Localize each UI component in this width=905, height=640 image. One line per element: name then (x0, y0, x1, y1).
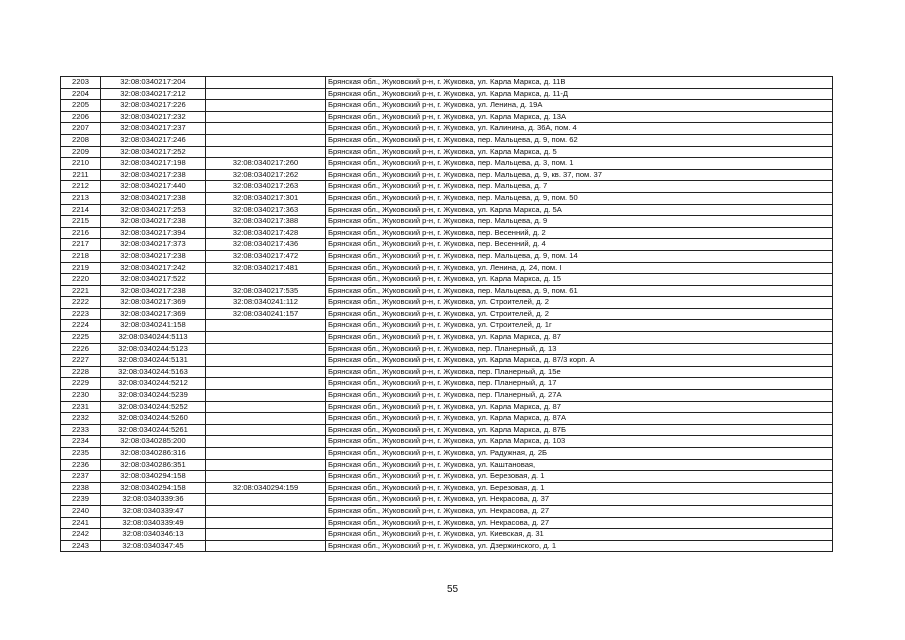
row-number-cell: 2219 (61, 262, 101, 274)
address-cell: Брянская обл., Жуковский р-н, г. Жуковка, пер. Весенний, д. 4 (326, 239, 833, 251)
address-cell: Брянская обл., Жуковский р-н, г. Жуковка, ул. Карла Маркса, д. 87 (326, 401, 833, 413)
cadastral-number-cell: 32:08:0340244:5260 (101, 413, 206, 425)
row-number-cell: 2243 (61, 540, 101, 552)
cadastral-number-cell: 32:08:0340244:5163 (101, 366, 206, 378)
related-cadastral-cell (206, 77, 326, 89)
address-cell: Брянская обл., Жуковский р-н, г. Жуковка, ул. Карла Маркса, д. 13А (326, 111, 833, 123)
table-row (61, 123, 833, 135)
related-cadastral-cell (206, 366, 326, 378)
address-cell: Брянская обл., Жуковский р-н, г. Жуковка, ул. Карла Маркса, д. 87А (326, 413, 833, 425)
table-row (61, 494, 833, 506)
cadastral-number-cell: 32:08:0340244:5212 (101, 378, 206, 390)
row-number-cell: 2203 (61, 77, 101, 89)
address-cell: Брянская обл., Жуковский р-н, г. Жуковка, пер. Мальцева, д. 3, пом. 1 (326, 158, 833, 170)
related-cadastral-cell: 32:08:0340217:263 (206, 181, 326, 193)
related-cadastral-cell (206, 320, 326, 332)
address-cell: Брянская обл., Жуковский р-н, г. Жуковка, ул. Карла Маркса, д. 103 (326, 436, 833, 448)
table-row (61, 390, 833, 402)
table-row (61, 448, 833, 460)
table-row (61, 366, 833, 378)
row-number-cell: 2227 (61, 355, 101, 367)
table-row (61, 192, 833, 204)
address-cell: Брянская обл., Жуковский р-н, г. Жуковка, пер. Весенний, д. 2 (326, 227, 833, 239)
row-number-cell: 2233 (61, 424, 101, 436)
address-cell: Брянская обл., Жуковский р-н, г. Жуковка, пер. Мальцева, д. 9, кв. 37, пом. 37 (326, 169, 833, 181)
cadastral-number-cell: 32:08:0340217:238 (101, 169, 206, 181)
address-cell: Брянская обл., Жуковский р-н, г. Жуковка, ул. Дзержинского, д. 1 (326, 540, 833, 552)
cadastral-number-cell: 32:08:0340217:238 (101, 285, 206, 297)
related-cadastral-cell (206, 471, 326, 483)
table-row (61, 343, 833, 355)
related-cadastral-cell (206, 529, 326, 541)
address-cell: Брянская обл., Жуковский р-н, г. Жуковка, ул. Каштановая, (326, 459, 833, 471)
row-number-cell: 2234 (61, 436, 101, 448)
row-number-cell: 2217 (61, 239, 101, 251)
table-row (61, 378, 833, 390)
related-cadastral-cell: 32:08:0340217:262 (206, 169, 326, 181)
row-number-cell: 2229 (61, 378, 101, 390)
row-number-cell: 2212 (61, 181, 101, 193)
table-row (61, 181, 833, 193)
cadastral-number-cell: 32:08:0340217:204 (101, 77, 206, 89)
cadastral-number-cell: 32:08:0340285:200 (101, 436, 206, 448)
table-row (61, 239, 833, 251)
cadastral-number-cell: 32:08:0340217:238 (101, 216, 206, 228)
cadastral-number-cell: 32:08:0340217:369 (101, 308, 206, 320)
row-number-cell: 2205 (61, 100, 101, 112)
row-number-cell: 2211 (61, 169, 101, 181)
address-cell: Брянская обл., Жуковский р-н, г. Жуковка, ул. Карла Маркса, д. 87/3 корп. А (326, 355, 833, 367)
related-cadastral-cell: 32:08:0340217:436 (206, 239, 326, 251)
related-cadastral-cell: 32:08:0340241:112 (206, 297, 326, 309)
table-row (61, 169, 833, 181)
address-cell: Брянская обл., Жуковский р-н, г. Жуковка, ул. Строителей, д. 2 (326, 308, 833, 320)
address-cell: Брянская обл., Жуковский р-н, г. Жуковка, ул. Радужная, д. 2Б (326, 448, 833, 460)
cadastral-number-cell: 32:08:0340217:373 (101, 239, 206, 251)
cadastral-number-cell: 32:08:0340244:5261 (101, 424, 206, 436)
table-row (61, 227, 833, 239)
cadastral-number-cell: 32:08:0340244:5131 (101, 355, 206, 367)
related-cadastral-cell: 32:08:0340294:159 (206, 482, 326, 494)
address-cell: Брянская обл., Жуковский р-н, г. Жуковка, ул. Ленина, д. 19А (326, 100, 833, 112)
row-number-cell: 2239 (61, 494, 101, 506)
table-row (61, 517, 833, 529)
table-row (61, 482, 833, 494)
related-cadastral-cell (206, 448, 326, 460)
row-number-cell: 2221 (61, 285, 101, 297)
address-cell: Брянская обл., Жуковский р-н, г. Жуковка, ул. Некрасова, д. 27 (326, 505, 833, 517)
address-cell: Брянская обл., Жуковский р-н, г. Жуковка, ул. Некрасова, д. 37 (326, 494, 833, 506)
related-cadastral-cell (206, 494, 326, 506)
related-cadastral-cell: 32:08:0340217:388 (206, 216, 326, 228)
cadastral-number-cell: 32:08:0340217:212 (101, 88, 206, 100)
cadastral-number-cell: 32:08:0340217:238 (101, 192, 206, 204)
related-cadastral-cell (206, 413, 326, 425)
cadastral-number-cell: 32:08:0340339:49 (101, 517, 206, 529)
address-cell: Брянская обл., Жуковский р-н, г. Жуковка, ул. Карла Маркса, д. 15 (326, 274, 833, 286)
table-row (61, 308, 833, 320)
cadastral-number-cell: 32:08:0340244:5239 (101, 390, 206, 402)
table-row (61, 459, 833, 471)
related-cadastral-cell (206, 355, 326, 367)
cadastral-number-cell: 32:08:0340217:440 (101, 181, 206, 193)
cadastral-number-cell: 32:08:0340217:253 (101, 204, 206, 216)
table-row (61, 540, 833, 552)
address-cell: Брянская обл., Жуковский р-н, г. Жуковка, ул. Карла Маркса, д. 87 (326, 332, 833, 344)
cadastral-number-cell: 32:08:0340346:13 (101, 529, 206, 541)
related-cadastral-cell: 32:08:0340217:363 (206, 204, 326, 216)
cadastral-number-cell: 32:08:0340339:47 (101, 505, 206, 517)
registry-table (60, 76, 833, 552)
address-cell: Брянская обл., Жуковский р-н, г. Жуковка, пер. Мальцева, д. 9, пом. 61 (326, 285, 833, 297)
address-cell: Брянская обл., Жуковский р-н, г. Жуковка, пер. Планерный, д. 27А (326, 390, 833, 402)
row-number-cell: 2220 (61, 274, 101, 286)
related-cadastral-cell (206, 436, 326, 448)
related-cadastral-cell (206, 274, 326, 286)
table-row (61, 297, 833, 309)
cadastral-number-cell: 32:08:0340347:45 (101, 540, 206, 552)
row-number-cell: 2226 (61, 343, 101, 355)
row-number-cell: 2216 (61, 227, 101, 239)
table-row (61, 471, 833, 483)
row-number-cell: 2207 (61, 123, 101, 135)
table-row (61, 320, 833, 332)
row-number-cell: 2241 (61, 517, 101, 529)
related-cadastral-cell (206, 146, 326, 158)
address-cell: Брянская обл., Жуковский р-н, г. Жуковка, ул. Карла Маркса, д. 11-Д (326, 88, 833, 100)
related-cadastral-cell (206, 332, 326, 344)
row-number-cell: 2223 (61, 308, 101, 320)
table-row (61, 88, 833, 100)
row-number-cell: 2214 (61, 204, 101, 216)
row-number-cell: 2240 (61, 505, 101, 517)
address-cell: Брянская обл., Жуковский р-н, г. Жуковка, ул. Строителей, д. 2 (326, 297, 833, 309)
related-cadastral-cell (206, 459, 326, 471)
cadastral-number-cell: 32:08:0340286:316 (101, 448, 206, 460)
cadastral-number-cell: 32:08:0340244:5123 (101, 343, 206, 355)
cadastral-number-cell: 32:08:0340217:232 (101, 111, 206, 123)
table-row (61, 111, 833, 123)
address-cell: Брянская обл., Жуковский р-н, г. Жуковка, ул. Карла Маркса, д. 5А (326, 204, 833, 216)
related-cadastral-cell (206, 390, 326, 402)
row-number-cell: 2204 (61, 88, 101, 100)
related-cadastral-cell: 32:08:0340241:157 (206, 308, 326, 320)
table-row (61, 505, 833, 517)
cadastral-number-cell: 32:08:0340217:242 (101, 262, 206, 274)
page-number: 55 (446, 584, 459, 595)
related-cadastral-cell (206, 424, 326, 436)
table-row (61, 413, 833, 425)
row-number-cell: 2238 (61, 482, 101, 494)
table-row (61, 100, 833, 112)
cadastral-number-cell: 32:08:0340217:238 (101, 250, 206, 262)
cadastral-number-cell: 32:08:0340294:158 (101, 482, 206, 494)
table-row (61, 216, 833, 228)
table-row (61, 355, 833, 367)
row-number-cell: 2237 (61, 471, 101, 483)
address-cell: Брянская обл., Жуковский р-н, г. Жуковка, ул. Карла Маркса, д. 5 (326, 146, 833, 158)
row-number-cell: 2232 (61, 413, 101, 425)
row-number-cell: 2218 (61, 250, 101, 262)
row-number-cell: 2225 (61, 332, 101, 344)
cadastral-number-cell: 32:08:0340217:252 (101, 146, 206, 158)
row-number-cell: 2235 (61, 448, 101, 460)
table-row (61, 332, 833, 344)
related-cadastral-cell (206, 378, 326, 390)
related-cadastral-cell: 32:08:0340217:301 (206, 192, 326, 204)
table-row (61, 134, 833, 146)
table-row (61, 401, 833, 413)
related-cadastral-cell (206, 505, 326, 517)
address-cell: Брянская обл., Жуковский р-н, г. Жуковка, пер. Планерный, д. 13 (326, 343, 833, 355)
address-cell: Брянская обл., Жуковский р-н, г. Жуковка, ул. Киевская, д. 31 (326, 529, 833, 541)
related-cadastral-cell (206, 343, 326, 355)
address-cell: Брянская обл., Жуковский р-н, г. Жуковка, ул. Березовая, д. 1 (326, 482, 833, 494)
row-number-cell: 2208 (61, 134, 101, 146)
cadastral-number-cell: 32:08:0340217:198 (101, 158, 206, 170)
cadastral-number-cell: 32:08:0340286:351 (101, 459, 206, 471)
address-cell: Брянская обл., Жуковский р-н, г. Жуковка, пер. Мальцева, д. 9, пом. 50 (326, 192, 833, 204)
related-cadastral-cell (206, 401, 326, 413)
address-cell: Брянская обл., Жуковский р-н, г. Жуковка, ул. Строителей, д. 1г (326, 320, 833, 332)
address-cell: Брянская обл., Жуковский р-н, г. Жуковка, пер. Планерный, д. 15е (326, 366, 833, 378)
row-number-cell: 2209 (61, 146, 101, 158)
row-number-cell: 2222 (61, 297, 101, 309)
table-row (61, 529, 833, 541)
address-cell: Брянская обл., Жуковский р-н, г. Жуковка, ул. Калинина, д. 36А, пом. 4 (326, 123, 833, 135)
related-cadastral-cell (206, 100, 326, 112)
table-row (61, 77, 833, 89)
row-number-cell: 2213 (61, 192, 101, 204)
address-cell: Брянская обл., Жуковский р-н, г. Жуковка, ул. Некрасова, д. 27 (326, 517, 833, 529)
address-cell: Брянская обл., Жуковский р-н, г. Жуковка, пер. Мальцева, д. 9, пом. 62 (326, 134, 833, 146)
cadastral-number-cell: 32:08:0340217:246 (101, 134, 206, 146)
address-cell: Брянская обл., Жуковский р-н, г. Жуковка, пер. Мальцева, д. 7 (326, 181, 833, 193)
cadastral-number-cell: 32:08:0340217:237 (101, 123, 206, 135)
table-row (61, 436, 833, 448)
table-row (61, 146, 833, 158)
address-cell: Брянская обл., Жуковский р-н, г. Жуковка, пер. Планерный, д. 17 (326, 378, 833, 390)
row-number-cell: 2242 (61, 529, 101, 541)
related-cadastral-cell: 32:08:0340217:481 (206, 262, 326, 274)
related-cadastral-cell: 32:08:0340217:428 (206, 227, 326, 239)
address-cell: Брянская обл., Жуковский р-н, г. Жуковка, ул. Карла Маркса, д. 11В (326, 77, 833, 89)
related-cadastral-cell (206, 540, 326, 552)
address-cell: Брянская обл., Жуковский р-н, г. Жуковка, пер. Мальцева, д. 9 (326, 216, 833, 228)
row-number-cell: 2228 (61, 366, 101, 378)
table-row (61, 204, 833, 216)
address-cell: Брянская обл., Жуковский р-н, г. Жуковка, ул. Карла Маркса, д. 87Б (326, 424, 833, 436)
cadastral-number-cell: 32:08:0340294:158 (101, 471, 206, 483)
row-number-cell: 2210 (61, 158, 101, 170)
row-number-cell: 2206 (61, 111, 101, 123)
table-row (61, 424, 833, 436)
cadastral-number-cell: 32:08:0340339:36 (101, 494, 206, 506)
row-number-cell: 2215 (61, 216, 101, 228)
cadastral-number-cell: 32:08:0340217:522 (101, 274, 206, 286)
table-row (61, 262, 833, 274)
table-row (61, 250, 833, 262)
address-cell: Брянская обл., Жуковский р-н, г. Жуковка, ул. Березовая, д. 1 (326, 471, 833, 483)
cadastral-number-cell: 32:08:0340244:5252 (101, 401, 206, 413)
address-cell: Брянская обл., Жуковский р-н, г. Жуковка, пер. Мальцева, д. 9, пом. 14 (326, 250, 833, 262)
related-cadastral-cell (206, 88, 326, 100)
cadastral-number-cell: 32:08:0340244:5113 (101, 332, 206, 344)
related-cadastral-cell: 32:08:0340217:260 (206, 158, 326, 170)
related-cadastral-cell (206, 517, 326, 529)
row-number-cell: 2224 (61, 320, 101, 332)
table-row (61, 285, 833, 297)
row-number-cell: 2236 (61, 459, 101, 471)
cadastral-number-cell: 32:08:0340217:226 (101, 100, 206, 112)
row-number-cell: 2230 (61, 390, 101, 402)
cadastral-number-cell: 32:08:0340217:394 (101, 227, 206, 239)
related-cadastral-cell (206, 123, 326, 135)
table-body (61, 77, 833, 552)
table-row (61, 158, 833, 170)
cadastral-number-cell: 32:08:0340217:369 (101, 297, 206, 309)
related-cadastral-cell: 32:08:0340217:535 (206, 285, 326, 297)
cadastral-number-cell: 32:08:0340241:158 (101, 320, 206, 332)
row-number-cell: 2231 (61, 401, 101, 413)
related-cadastral-cell (206, 134, 326, 146)
related-cadastral-cell: 32:08:0340217:472 (206, 250, 326, 262)
address-cell: Брянская обл., Жуковский р-н, г. Жуковка, ул. Ленина, д. 24, пом. I (326, 262, 833, 274)
table-row (61, 274, 833, 286)
related-cadastral-cell (206, 111, 326, 123)
